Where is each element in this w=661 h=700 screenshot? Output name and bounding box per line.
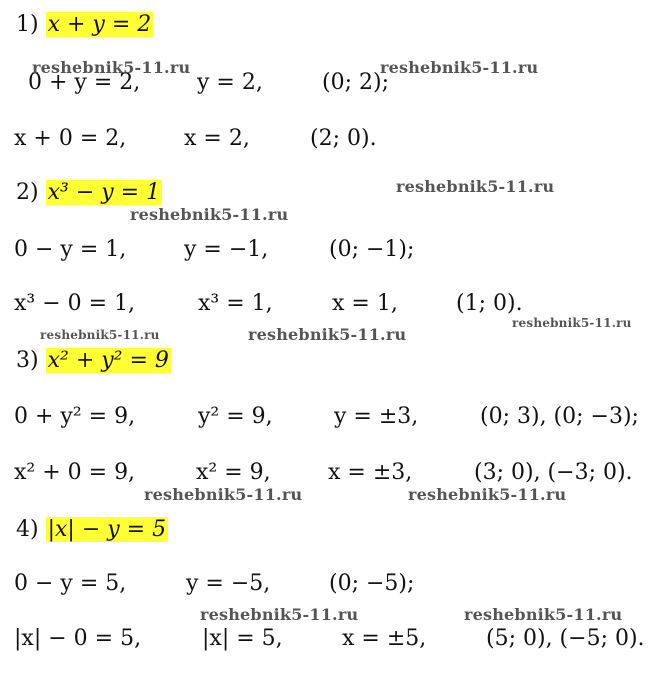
step: x² + 0 = 9, xyxy=(14,460,136,485)
problem-2-equation: x³ − y = 1 xyxy=(47,180,161,205)
step: 0 − y = 5, xyxy=(14,571,127,596)
step: x = 1, xyxy=(332,291,398,316)
solution: (3; 0), (−3; 0). xyxy=(474,460,633,485)
step: y = −1, xyxy=(184,237,269,262)
watermark: reshebnik5-11.ru xyxy=(40,328,160,342)
solution: (0; −1); xyxy=(329,237,415,262)
step: x² = 9, xyxy=(196,460,271,485)
step: |x| = 5, xyxy=(202,626,283,651)
step: y = 2, xyxy=(197,70,263,95)
step: 0 + y = 2, xyxy=(28,70,141,95)
watermark: reshebnik5-11.ru xyxy=(32,58,191,77)
step: y = −5, xyxy=(186,571,271,596)
watermark: reshebnik5-11.ru xyxy=(396,177,555,196)
watermark: reshebnik5-11.ru xyxy=(200,605,359,624)
problem-4-header xyxy=(16,517,168,542)
watermark: reshebnik5-11.ru xyxy=(464,605,623,624)
step: x = ±5, xyxy=(342,626,427,651)
watermark: reshebnik5-11.ru xyxy=(130,205,289,224)
step: x³ = 1, xyxy=(198,291,273,316)
problem-3-equation: x² + y² = 9 xyxy=(47,348,169,373)
step: |x| − 0 = 5, xyxy=(14,626,142,651)
step: y = ±3, xyxy=(334,404,419,429)
watermark: reshebnik5-11.ru xyxy=(248,325,407,344)
problem-1-number: 1) xyxy=(16,12,39,37)
watermark: reshebnik5-11.ru xyxy=(144,485,303,504)
problem-4-equation: |x| − y = 5 xyxy=(47,517,167,542)
problem-4-number: 4) xyxy=(16,517,39,542)
step: y² = 9, xyxy=(198,404,273,429)
solution: (5; 0), (−5; 0). xyxy=(486,626,645,651)
step: 0 + y² = 9, xyxy=(14,404,136,429)
problem-1-equation: x + y = 2 xyxy=(47,12,152,37)
watermark: reshebnik5-11.ru xyxy=(512,316,632,330)
solution: (1; 0). xyxy=(456,291,523,316)
solution: (0; 3), (0; −3); xyxy=(480,404,639,429)
problem-3-number: 3) xyxy=(16,348,39,373)
solution: (2; 0). xyxy=(310,126,377,151)
problem-2-number: 2) xyxy=(16,180,39,205)
step: x = 2, xyxy=(184,126,250,151)
problem-2-header xyxy=(16,180,162,205)
solution: (0; −5); xyxy=(329,571,415,596)
step: x + 0 = 2, xyxy=(14,126,127,151)
step: x = ±3, xyxy=(328,460,413,485)
problem-1-header xyxy=(16,12,153,37)
solution: (0; 2); xyxy=(322,70,389,95)
step: 0 − y = 1, xyxy=(14,237,127,262)
watermark: reshebnik5-11.ru xyxy=(380,58,539,77)
watermark: reshebnik5-11.ru xyxy=(408,485,567,504)
step: x³ − 0 = 1, xyxy=(14,291,136,316)
problem-3-header xyxy=(16,348,171,373)
